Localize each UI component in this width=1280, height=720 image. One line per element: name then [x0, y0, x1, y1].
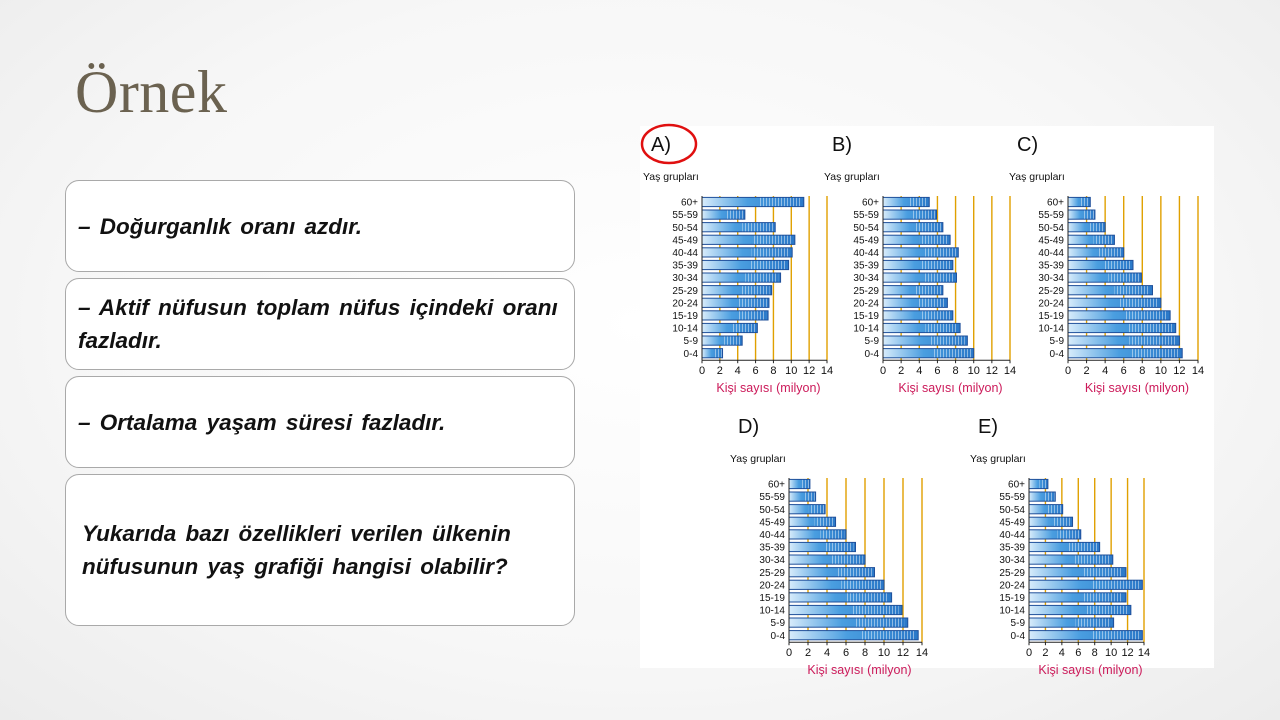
category-label: 35-39 — [853, 260, 879, 272]
category-label: 40-44 — [853, 248, 879, 259]
bar-shading — [1075, 556, 1110, 564]
question-box — [65, 474, 575, 626]
statement-text-3: – Ortalama yaşam süresi fazladır. — [78, 409, 446, 435]
x-tick-label: 2 — [898, 365, 905, 378]
category-label: 10-14 — [672, 323, 698, 335]
bar-shading — [924, 248, 956, 256]
bar-shading — [845, 593, 888, 601]
bar-shading — [1131, 349, 1179, 357]
bar-shading — [726, 211, 744, 219]
category-label: 45-49 — [1038, 235, 1064, 247]
category-label: 10-14 — [853, 323, 879, 335]
x-axis-label: Kişi sayısı (milyon) — [1084, 381, 1190, 396]
category-label: 55-59 — [672, 210, 698, 222]
x-tick-label: 12 — [1121, 647, 1134, 660]
bar-shading — [753, 236, 792, 244]
chart-label: C) — [1017, 134, 1039, 156]
x-tick-label: 4 — [916, 365, 923, 378]
statement-box-3 — [65, 376, 575, 468]
category-label: 25-29 — [1038, 285, 1064, 297]
chart-1 — [824, 134, 1016, 395]
chart-panel — [640, 126, 1214, 678]
population-pyramid-charts — [640, 126, 1214, 678]
category-label: 25-29 — [759, 567, 785, 579]
category-label: 15-19 — [672, 311, 698, 322]
category-label: 45-49 — [672, 235, 698, 247]
x-tick-label: 10 — [877, 647, 891, 660]
bar-shading — [1057, 530, 1079, 538]
category-label: 5-9 — [1049, 336, 1064, 348]
category-label: 30-34 — [999, 555, 1025, 567]
bar-shading — [809, 505, 824, 513]
slide-title: Örnek — [75, 59, 228, 125]
x-tick-label: 12 — [896, 647, 910, 660]
category-label: 0-4 — [1049, 348, 1064, 360]
category-label: 60+ — [1047, 197, 1064, 209]
category-label: 50-54 — [853, 222, 879, 234]
category-label: 15-19 — [759, 593, 785, 604]
category-label: 40-44 — [1038, 248, 1064, 259]
bar-shading — [713, 349, 722, 357]
category-label: 60+ — [862, 197, 879, 209]
x-tick-label: 0 — [785, 647, 793, 660]
bar-shading — [916, 223, 941, 231]
chart-4 — [970, 416, 1150, 677]
category-label: 35-39 — [759, 542, 785, 554]
bar-shading — [1127, 324, 1172, 332]
chart-label: B) — [832, 134, 852, 156]
bar-shading — [742, 223, 773, 231]
category-label: 55-59 — [853, 210, 879, 222]
category-label: 30-34 — [1038, 273, 1064, 285]
bar-shading — [923, 274, 954, 282]
bar-shading — [925, 324, 957, 332]
bar-shading — [724, 337, 741, 345]
category-label: 0-4 — [1010, 630, 1025, 642]
bar-shading — [815, 518, 835, 526]
statement-box-1 — [65, 180, 575, 272]
category-label: 50-54 — [1038, 222, 1064, 234]
question-text: Yukarıda bazı özellikleri verilen ülkenin nüfusunun yaş grafiği hangisi olabilir? — [82, 521, 511, 579]
bar-shading — [738, 311, 766, 319]
category-label: 55-59 — [1038, 210, 1064, 222]
x-tick-label: 0 — [698, 365, 706, 378]
x-tick-label: 0 — [1064, 365, 1072, 378]
x-tick-label: 10 — [1105, 647, 1118, 660]
category-label: 60+ — [1008, 479, 1025, 491]
bar-shading — [1083, 211, 1094, 219]
bar-shading — [1108, 274, 1139, 282]
bar-shading — [1099, 248, 1122, 256]
bar-shading — [921, 311, 950, 319]
category-label: 30-34 — [853, 273, 879, 285]
category-label: 5-9 — [1010, 618, 1025, 630]
bar-shading — [1091, 581, 1139, 589]
category-label: 20-24 — [853, 298, 879, 310]
bar-shading — [740, 286, 769, 294]
x-tick-label: 12 — [1173, 365, 1186, 378]
x-tick-label: 0 — [879, 365, 887, 378]
bar-shading — [1082, 568, 1123, 576]
category-label: 60+ — [681, 197, 698, 209]
category-label: 5-9 — [864, 336, 879, 348]
y-axis-label: Yaş grupları — [824, 171, 880, 183]
category-label: 50-54 — [672, 222, 698, 234]
bar-shading — [920, 236, 948, 244]
bar-shading — [1104, 261, 1131, 269]
bar-shading — [851, 606, 898, 614]
x-axis-label: Kişi sayısı (milyon) — [898, 381, 1003, 396]
y-axis-label: Yaş grupları — [970, 453, 1026, 465]
bar-shading — [1080, 198, 1089, 206]
category-label: 55-59 — [759, 492, 785, 504]
chart-3 — [730, 416, 928, 677]
y-axis-label: Yaş grupları — [730, 453, 786, 465]
bar-shading — [916, 286, 941, 294]
bar-shading — [758, 198, 801, 206]
x-tick-label: 4 — [1058, 647, 1065, 660]
category-label: 50-54 — [759, 504, 785, 516]
category-label: 15-19 — [853, 311, 879, 322]
bar-shading — [800, 480, 809, 488]
x-tick-label: 4 — [1102, 365, 1109, 378]
bar-shading — [745, 274, 778, 282]
bar-shading — [841, 581, 881, 589]
x-tick-label: 6 — [1120, 365, 1127, 378]
category-label: 40-44 — [759, 530, 785, 541]
bar-shading — [854, 619, 904, 627]
bar-shading — [820, 530, 844, 538]
bar-shading — [1053, 518, 1071, 526]
category-label: 5-9 — [770, 618, 785, 630]
category-label: 35-39 — [672, 260, 698, 272]
chart-2 — [1009, 134, 1204, 395]
category-label: 25-29 — [853, 285, 879, 297]
x-tick-label: 2 — [804, 647, 812, 660]
category-label: 20-24 — [672, 298, 698, 310]
bar-shading — [1076, 619, 1112, 627]
category-label: 10-14 — [999, 605, 1025, 617]
category-label: 35-39 — [1038, 260, 1064, 272]
bar-shading — [1114, 286, 1149, 294]
bar-shading — [908, 198, 927, 206]
category-label: 40-44 — [672, 248, 698, 259]
x-tick-label: 0 — [1025, 647, 1033, 660]
x-tick-label: 14 — [1137, 647, 1151, 660]
x-axis-label: Kişi sayısı (milyon) — [1038, 663, 1143, 678]
x-tick-label: 8 — [1091, 647, 1098, 660]
bar-shading — [860, 631, 914, 639]
x-tick-label: 14 — [915, 647, 929, 660]
bar-shading — [750, 261, 786, 269]
chart-0 — [642, 125, 833, 395]
x-tick-label: 2 — [1042, 647, 1049, 660]
statement-text-2: – Aktif nüfusun toplam nüfus içindeki oranı fazladır. — [78, 295, 558, 353]
x-tick-label: 6 — [752, 365, 759, 378]
bar-shading — [732, 324, 755, 332]
bar-shading — [831, 556, 863, 564]
category-label: 40-44 — [999, 530, 1025, 541]
x-tick-label: 12 — [985, 365, 998, 378]
bar-shading — [752, 248, 790, 256]
category-label: 0-4 — [683, 348, 698, 360]
category-label: 45-49 — [999, 517, 1025, 529]
category-label: 5-9 — [683, 336, 698, 348]
bar-shading — [739, 299, 767, 307]
bar-shading — [918, 299, 945, 307]
category-label: 20-24 — [999, 580, 1025, 592]
x-tick-label: 4 — [734, 365, 741, 378]
category-label: 30-34 — [759, 555, 785, 567]
x-tick-label: 6 — [842, 647, 850, 660]
category-label: 55-59 — [999, 492, 1025, 504]
bar-shading — [1124, 311, 1167, 319]
category-label: 15-19 — [999, 593, 1025, 604]
x-tick-label: 12 — [803, 365, 816, 378]
category-label: 45-49 — [759, 517, 785, 529]
x-tick-label: 6 — [1075, 647, 1082, 660]
x-tick-label: 8 — [1139, 365, 1146, 378]
category-label: 20-24 — [1038, 298, 1064, 310]
bar-shading — [1091, 631, 1139, 639]
category-label: 10-14 — [759, 605, 785, 617]
statement-box-2 — [65, 278, 575, 370]
x-tick-label: 6 — [934, 365, 941, 378]
bar-shading — [933, 349, 971, 357]
category-label: 0-4 — [864, 348, 879, 360]
bar-shading — [929, 337, 964, 345]
category-label: 10-14 — [1038, 323, 1064, 335]
bar-shading — [921, 261, 950, 269]
category-label: 20-24 — [759, 580, 785, 592]
x-axis-label: Kişi sayısı (milyon) — [807, 663, 912, 678]
category-label: 25-29 — [999, 567, 1025, 579]
x-tick-label: 8 — [861, 647, 869, 660]
x-tick-label: 10 — [785, 365, 798, 378]
bar-shading — [1082, 593, 1123, 601]
category-label: 30-34 — [672, 273, 698, 285]
bar-shading — [1068, 543, 1098, 551]
chart-label: D) — [738, 416, 760, 438]
x-tick-label: 2 — [716, 365, 723, 378]
x-axis-label: Kişi sayısı (milyon) — [716, 381, 821, 396]
category-label: 50-54 — [999, 504, 1025, 516]
y-axis-label: Yaş grupları — [643, 171, 699, 183]
chart-label: A) — [651, 134, 671, 156]
x-tick-label: 8 — [952, 365, 959, 378]
bar-shading — [1048, 505, 1062, 513]
bar-shading — [1088, 223, 1104, 231]
bar-shading — [1085, 606, 1128, 614]
x-tick-label: 10 — [967, 365, 980, 378]
bar-shading — [1043, 493, 1054, 501]
statement-text-1: – Doğurganlık oranı azdır. — [78, 213, 363, 239]
category-label: 15-19 — [1038, 311, 1064, 322]
bar-shading — [826, 543, 854, 551]
bar-shading — [1039, 480, 1047, 488]
category-label: 45-49 — [853, 235, 879, 247]
x-tick-label: 8 — [770, 365, 777, 378]
category-label: 25-29 — [672, 285, 698, 297]
x-tick-label: 14 — [1191, 365, 1205, 378]
x-tick-label: 10 — [1154, 365, 1167, 378]
x-tick-label: 14 — [820, 365, 834, 378]
x-tick-label: 14 — [1003, 365, 1017, 378]
x-tick-label: 2 — [1083, 365, 1090, 378]
bar-shading — [804, 493, 815, 501]
bar-shading — [1119, 299, 1158, 307]
bar-shading — [912, 211, 934, 219]
category-label: 35-39 — [999, 542, 1025, 554]
bar-shading — [1129, 337, 1176, 345]
chart-label: E) — [978, 416, 998, 438]
bar-shading — [1094, 236, 1114, 244]
category-label: 60+ — [768, 479, 785, 491]
bar-shading — [836, 568, 872, 576]
y-axis-label: Yaş grupları — [1009, 171, 1065, 183]
category-label: 0-4 — [770, 630, 785, 642]
x-tick-label: 4 — [823, 647, 831, 660]
